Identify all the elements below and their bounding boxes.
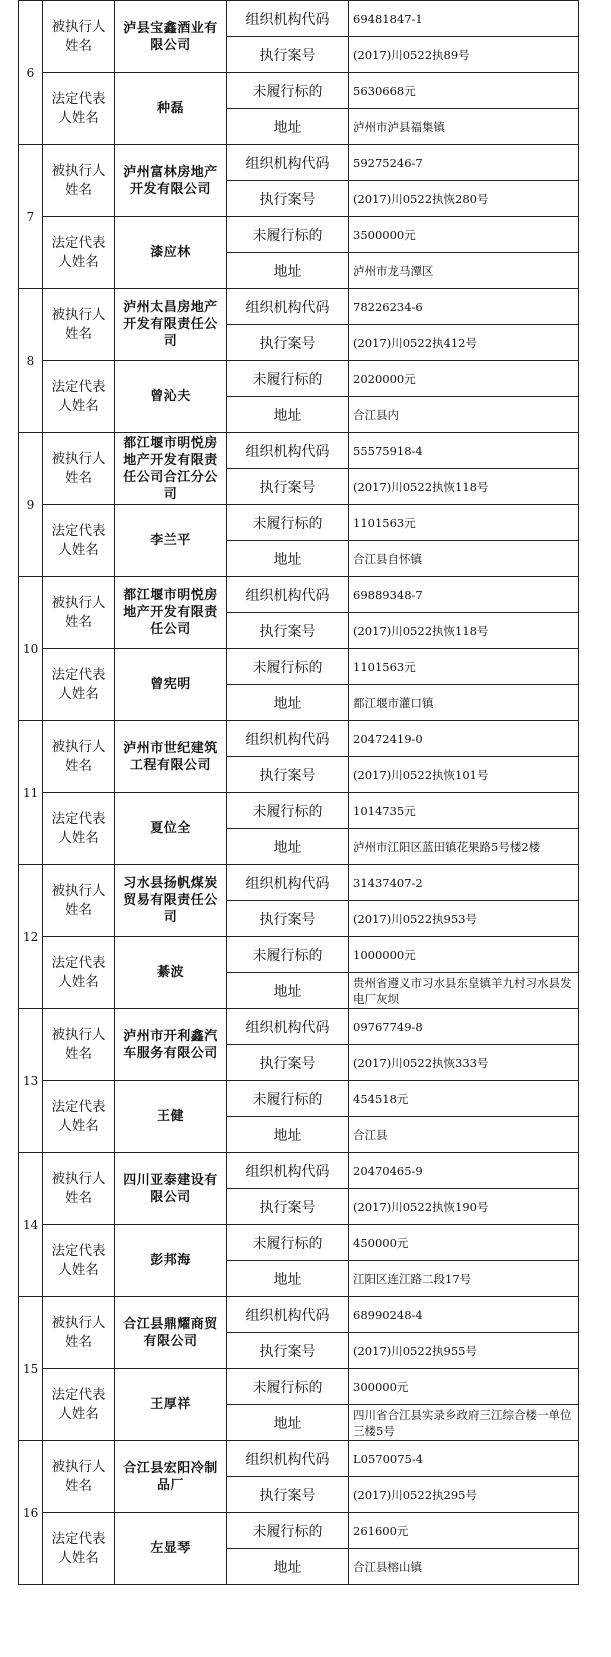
record-number: 6 <box>19 1 43 145</box>
legal-rep-label: 法定代表人姓名 <box>43 1225 115 1297</box>
case-number-value: (2017)川0522执恢118号 <box>349 613 579 649</box>
record-row-amount <box>19 505 579 541</box>
unpaid-amount-label: 未履行标的 <box>227 793 349 829</box>
address-label: 地址 <box>227 973 349 1009</box>
address-label: 地址 <box>227 397 349 433</box>
record-row-org <box>19 1009 579 1045</box>
org-code-label: 组织机构代码 <box>227 1297 349 1333</box>
record-row-org <box>19 289 579 325</box>
legal-rep-label: 法定代表人姓名 <box>43 649 115 721</box>
address-value: 泸州市泸县福集镇 <box>349 109 579 145</box>
unpaid-amount-value: 454518元 <box>349 1081 579 1117</box>
org-code-value: 31437407-2 <box>349 865 579 901</box>
org-code-label: 组织机构代码 <box>227 145 349 181</box>
case-number-label: 执行案号 <box>227 1333 349 1369</box>
executed-person-label: 被执行人姓名 <box>43 1441 115 1513</box>
case-number-value: (2017)川0522执953号 <box>349 901 579 937</box>
address-label: 地址 <box>227 1117 349 1153</box>
org-code-value: 20470465-9 <box>349 1153 579 1189</box>
executed-person-label: 被执行人姓名 <box>43 865 115 937</box>
legal-rep-label: 法定代表人姓名 <box>43 1369 115 1441</box>
record-row-org <box>19 721 579 757</box>
address-value: 泸州市龙马潭区 <box>349 253 579 289</box>
company-name: 习水县扬帆煤炭贸易有限责任公司 <box>115 865 227 937</box>
executed-person-label: 被执行人姓名 <box>43 145 115 217</box>
record-number: 16 <box>19 1441 43 1585</box>
case-number-value: (2017)川0522执恢190号 <box>349 1189 579 1225</box>
org-code-label: 组织机构代码 <box>227 1441 349 1477</box>
record-row-org <box>19 1297 579 1333</box>
legal-rep-label: 法定代表人姓名 <box>43 937 115 1009</box>
unpaid-amount-value: 3500000元 <box>349 217 579 253</box>
address-label: 地址 <box>227 109 349 145</box>
address-value: 合江县自怀镇 <box>349 541 579 577</box>
record-row-org <box>19 1441 579 1477</box>
address-label: 地址 <box>227 829 349 865</box>
legal-rep-name: 彭邦海 <box>115 1225 227 1297</box>
org-code-value: 20472419-0 <box>349 721 579 757</box>
legal-rep-label: 法定代表人姓名 <box>43 217 115 289</box>
record-row-amount <box>19 937 579 973</box>
address-label: 地址 <box>227 541 349 577</box>
record-row-amount <box>19 217 579 253</box>
org-code-value: 69889348-7 <box>349 577 579 613</box>
unpaid-amount-value: 1014735元 <box>349 793 579 829</box>
address-value: 合江县榕山镇 <box>349 1549 579 1585</box>
org-code-label: 组织机构代码 <box>227 721 349 757</box>
org-code-label: 组织机构代码 <box>227 1153 349 1189</box>
executed-person-label: 被执行人姓名 <box>43 433 115 505</box>
unpaid-amount-label: 未履行标的 <box>227 217 349 253</box>
executed-person-label: 被执行人姓名 <box>43 1297 115 1369</box>
case-number-label: 执行案号 <box>227 37 349 73</box>
case-number-label: 执行案号 <box>227 1045 349 1081</box>
legal-rep-name: 曾沁夫 <box>115 361 227 433</box>
legal-rep-name: 左显琴 <box>115 1513 227 1585</box>
legal-rep-label: 法定代表人姓名 <box>43 505 115 577</box>
record-row-org <box>19 433 579 469</box>
legal-rep-name: 种磊 <box>115 73 227 145</box>
legal-rep-name: 李兰平 <box>115 505 227 577</box>
record-number: 10 <box>19 577 43 721</box>
legal-rep-name: 夏位全 <box>115 793 227 865</box>
company-name: 合江县鼎耀商贸有限公司 <box>115 1297 227 1369</box>
address-value: 泸州市江阳区蓝田镇花果路5号楼2楼 <box>349 829 579 865</box>
executed-person-label: 被执行人姓名 <box>43 721 115 793</box>
legal-rep-name: 王健 <box>115 1081 227 1153</box>
company-name: 都江堰市明悦房地产开发有限责任公司 <box>115 577 227 649</box>
case-number-value: (2017)川0522执恢101号 <box>349 757 579 793</box>
org-code-value: 68990248-4 <box>349 1297 579 1333</box>
case-number-label: 执行案号 <box>227 1189 349 1225</box>
executed-person-label: 被执行人姓名 <box>43 1153 115 1225</box>
legal-rep-label: 法定代表人姓名 <box>43 793 115 865</box>
record-row-amount <box>19 793 579 829</box>
record-row-amount <box>19 1225 579 1261</box>
address-value: 都江堰市灌口镇 <box>349 685 579 721</box>
unpaid-amount-value: 1000000元 <box>349 937 579 973</box>
record-number: 11 <box>19 721 43 865</box>
record-number: 8 <box>19 289 43 433</box>
legal-rep-label: 法定代表人姓名 <box>43 1081 115 1153</box>
record-number: 9 <box>19 433 43 577</box>
address-label: 地址 <box>227 253 349 289</box>
org-code-value: 09767749-8 <box>349 1009 579 1045</box>
case-number-label: 执行案号 <box>227 757 349 793</box>
company-name: 四川亚泰建设有限公司 <box>115 1153 227 1225</box>
unpaid-amount-label: 未履行标的 <box>227 1513 349 1549</box>
address-label: 地址 <box>227 685 349 721</box>
record-number: 13 <box>19 1009 43 1153</box>
case-number-value: (2017)川0522执412号 <box>349 325 579 361</box>
address-value: 合江县 <box>349 1117 579 1153</box>
org-code-label: 组织机构代码 <box>227 289 349 325</box>
org-code-label: 组织机构代码 <box>227 433 349 469</box>
case-number-value: (2017)川0522执295号 <box>349 1477 579 1513</box>
case-number-label: 执行案号 <box>227 613 349 649</box>
record-row-amount <box>19 1081 579 1117</box>
unpaid-amount-label: 未履行标的 <box>227 1081 349 1117</box>
case-number-value: (2017)川0522执恢333号 <box>349 1045 579 1081</box>
unpaid-amount-label: 未履行标的 <box>227 505 349 541</box>
address-value: 江阳区连江路二段17号 <box>349 1261 579 1297</box>
address-label: 地址 <box>227 1549 349 1585</box>
address-value: 贵州省遵义市习水县东皇镇羊九村习水县发电厂灰坝 <box>349 973 579 1009</box>
org-code-label: 组织机构代码 <box>227 1 349 37</box>
record-row-amount <box>19 73 579 109</box>
org-code-label: 组织机构代码 <box>227 865 349 901</box>
company-name: 泸州富林房地产开发有限公司 <box>115 145 227 217</box>
company-name: 泸县宝鑫酒业有限公司 <box>115 1 227 73</box>
case-number-label: 执行案号 <box>227 181 349 217</box>
record-row-org <box>19 1153 579 1189</box>
legal-rep-name: 曾宪明 <box>115 649 227 721</box>
debtor-table-body <box>19 1 579 1585</box>
org-code-label: 组织机构代码 <box>227 577 349 613</box>
org-code-value: 59275246-7 <box>349 145 579 181</box>
case-number-value: (2017)川0522执恢280号 <box>349 181 579 217</box>
unpaid-amount-label: 未履行标的 <box>227 1225 349 1261</box>
address-value: 四川省合江县实录乡政府三江综合楼一单位三楼5号 <box>349 1405 579 1441</box>
case-number-label: 执行案号 <box>227 469 349 505</box>
record-row-amount <box>19 1513 579 1549</box>
legal-rep-name: 漆应林 <box>115 217 227 289</box>
legal-rep-name: 綦波 <box>115 937 227 1009</box>
case-number-label: 执行案号 <box>227 325 349 361</box>
case-number-value: (2017)川0522执89号 <box>349 37 579 73</box>
unpaid-amount-value: 1101563元 <box>349 649 579 685</box>
unpaid-amount-value: 5630668元 <box>349 73 579 109</box>
company-name: 泸州太昌房地产开发有限责任公司 <box>115 289 227 361</box>
record-row-org <box>19 865 579 901</box>
unpaid-amount-label: 未履行标的 <box>227 361 349 397</box>
company-name: 合江县宏阳冷制品厂 <box>115 1441 227 1513</box>
unpaid-amount-label: 未履行标的 <box>227 1369 349 1405</box>
unpaid-amount-value: 300000元 <box>349 1369 579 1405</box>
unpaid-amount-label: 未履行标的 <box>227 937 349 973</box>
address-label: 地址 <box>227 1261 349 1297</box>
record-number: 12 <box>19 865 43 1009</box>
company-name: 泸州市开利鑫汽车服务有限公司 <box>115 1009 227 1081</box>
case-number-value: (2017)川0522执恢118号 <box>349 469 579 505</box>
executed-person-label: 被执行人姓名 <box>43 289 115 361</box>
record-row-org <box>19 145 579 181</box>
unpaid-amount-value: 450000元 <box>349 1225 579 1261</box>
unpaid-amount-label: 未履行标的 <box>227 649 349 685</box>
legal-rep-label: 法定代表人姓名 <box>43 361 115 433</box>
executed-person-label: 被执行人姓名 <box>43 1009 115 1081</box>
org-code-value: 55575918-4 <box>349 433 579 469</box>
unpaid-amount-value: 2020000元 <box>349 361 579 397</box>
unpaid-amount-label: 未履行标的 <box>227 73 349 109</box>
record-row-amount <box>19 1369 579 1405</box>
company-name: 都江堰市明悦房地产开发有限责任公司合江分公司 <box>115 433 227 505</box>
legal-rep-label: 法定代表人姓名 <box>43 73 115 145</box>
record-number: 14 <box>19 1153 43 1297</box>
record-number: 7 <box>19 145 43 289</box>
unpaid-amount-value: 261600元 <box>349 1513 579 1549</box>
record-row-amount <box>19 361 579 397</box>
org-code-value: L0570075-4 <box>349 1441 579 1477</box>
record-row-org <box>19 577 579 613</box>
case-number-label: 执行案号 <box>227 901 349 937</box>
address-value: 合江县内 <box>349 397 579 433</box>
legal-rep-name: 王厚祥 <box>115 1369 227 1441</box>
org-code-value: 78226234-6 <box>349 289 579 325</box>
org-code-value: 69481847-1 <box>349 1 579 37</box>
case-number-label: 执行案号 <box>227 1477 349 1513</box>
case-number-value: (2017)川0522执955号 <box>349 1333 579 1369</box>
legal-rep-label: 法定代表人姓名 <box>43 1513 115 1585</box>
company-name: 泸州市世纪建筑工程有限公司 <box>115 721 227 793</box>
address-label: 地址 <box>227 1405 349 1441</box>
record-row-org <box>19 1 579 37</box>
debtor-table <box>18 0 579 1585</box>
record-row-amount <box>19 649 579 685</box>
unpaid-amount-value: 1101563元 <box>349 505 579 541</box>
executed-person-label: 被执行人姓名 <box>43 1 115 73</box>
org-code-label: 组织机构代码 <box>227 1009 349 1045</box>
record-number: 15 <box>19 1297 43 1441</box>
executed-person-label: 被执行人姓名 <box>43 577 115 649</box>
